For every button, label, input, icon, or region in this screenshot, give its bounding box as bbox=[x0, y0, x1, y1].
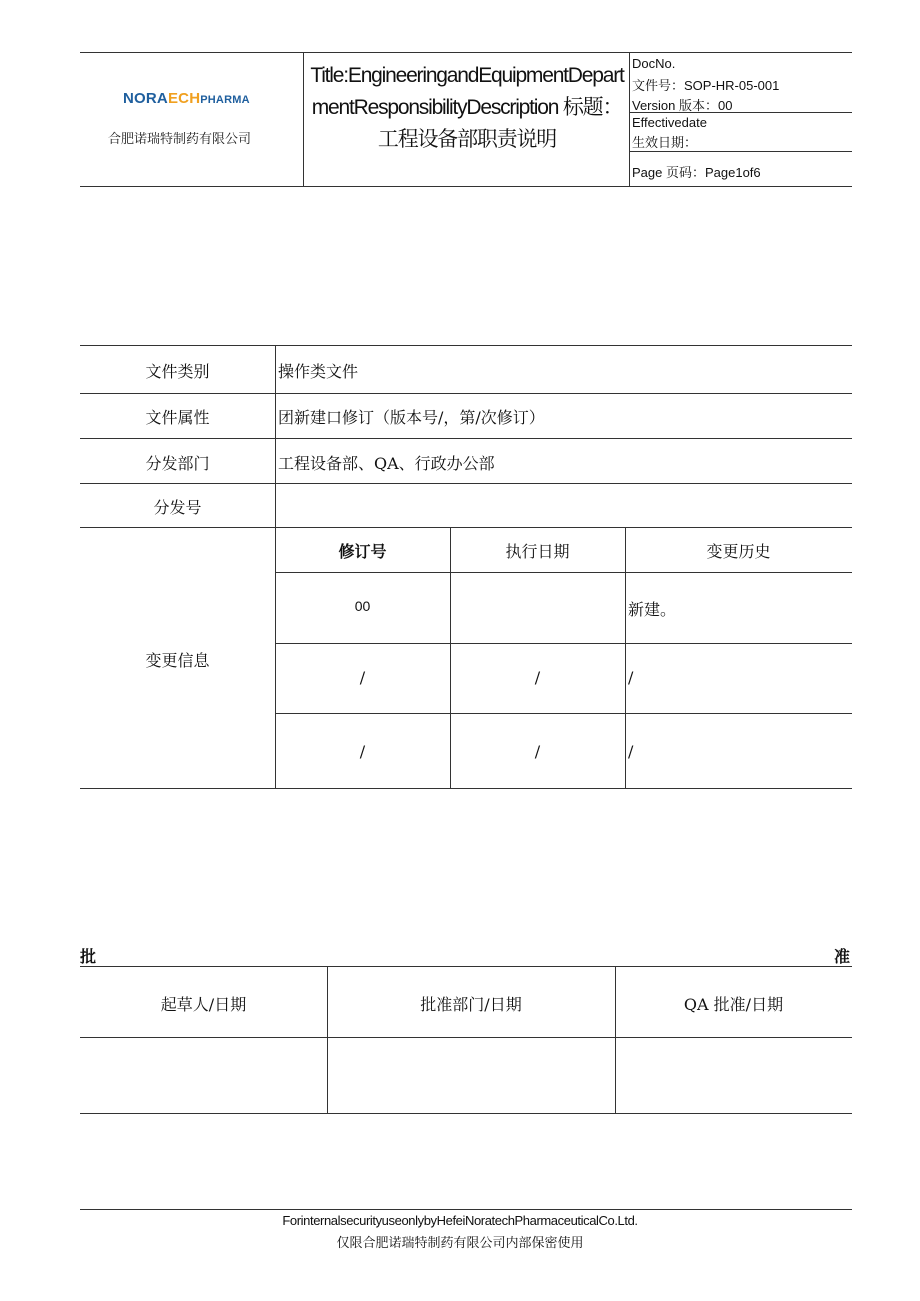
approval-department-date-header: 批准部门/日期 bbox=[420, 995, 522, 1014]
change-info-label: 变更信息 bbox=[145, 651, 210, 670]
footer-rule bbox=[80, 1209, 852, 1210]
document-attribute-label: 文件属性 bbox=[145, 408, 210, 427]
table-row-history: 新建。 bbox=[628, 600, 677, 619]
header-divider-left bbox=[303, 52, 304, 186]
document-category-value: 操作类文件 bbox=[278, 362, 359, 381]
table-rule bbox=[80, 438, 852, 439]
company-logo: NORAECHPHARMA bbox=[123, 90, 250, 107]
table-rule bbox=[275, 643, 852, 644]
footer-chinese-notice: 仅限合肥诺瑞特制药有限公司内部保密使用 bbox=[336, 1236, 584, 1251]
document-attribute-value: 团新建口修订（版本号/，第/次修订） bbox=[278, 408, 545, 427]
approval-rule bbox=[80, 1037, 852, 1038]
table-row-history: / bbox=[628, 668, 634, 687]
table-divider bbox=[625, 527, 626, 788]
table-rule bbox=[275, 572, 852, 573]
company-name: 合肥诺瑞特制药有限公司 bbox=[108, 132, 252, 147]
table-row-date: / bbox=[534, 742, 541, 761]
effective-date-label: Effectivedate bbox=[632, 115, 707, 130]
table-rule bbox=[80, 527, 852, 528]
table-row-revision: / bbox=[359, 668, 366, 687]
effective-date-value: 生效日期： bbox=[632, 135, 698, 150]
approval-label-right: 准 bbox=[834, 947, 851, 966]
document-category-label: 文件类别 bbox=[145, 362, 210, 381]
table-row-revision: 00 bbox=[354, 598, 371, 614]
table-rule bbox=[80, 483, 852, 484]
execution-date-header: 执行日期 bbox=[505, 542, 570, 561]
doc-no-value: 文件号：SOP-HR-05-001 bbox=[632, 78, 780, 93]
distribution-number-label: 分发号 bbox=[153, 498, 202, 517]
header-divider-right bbox=[629, 52, 630, 186]
footer-english-notice: ForinternalsecurityuseonlybyHefeiNoratechPharmaceuticalCo.Ltd. bbox=[282, 1213, 638, 1228]
version-number: Version 版本：00 bbox=[632, 98, 733, 113]
qa-approval-date-header: QA 批准/日期 bbox=[683, 995, 784, 1014]
table-rule bbox=[80, 788, 852, 789]
distribution-department-label: 分发部门 bbox=[145, 454, 210, 473]
change-history-header: 变更历史 bbox=[706, 542, 771, 561]
document-title: Title:EngineeringandEquipmentDepartmentResponsibilityDescription 标题：工程设备部职责说明 bbox=[310, 64, 624, 151]
approval-divider bbox=[615, 966, 616, 1113]
table-row-history: / bbox=[628, 742, 634, 761]
doc-no-label: DocNo. bbox=[632, 56, 676, 71]
approval-divider bbox=[327, 966, 328, 1113]
approval-rule bbox=[80, 966, 852, 967]
approval-label-left: 批 bbox=[80, 947, 97, 966]
approval-rule bbox=[80, 1113, 852, 1114]
meta-rule-2 bbox=[629, 151, 852, 152]
header-top-rule bbox=[80, 52, 852, 53]
header-bottom-rule bbox=[80, 186, 852, 187]
distribution-department-value: 工程设备部、QA、行政办公部 bbox=[278, 454, 495, 473]
page-number: Page 页码：Page1of6 bbox=[632, 165, 761, 180]
table-row-date: / bbox=[534, 668, 541, 687]
table-divider bbox=[275, 345, 276, 788]
table-rule bbox=[275, 713, 852, 714]
table-row-revision: / bbox=[359, 742, 366, 761]
drafter-date-header: 起草人/日期 bbox=[160, 995, 247, 1014]
revision-number-header: 修订号 bbox=[338, 542, 387, 561]
table-rule bbox=[80, 393, 852, 394]
table-rule bbox=[80, 345, 852, 346]
